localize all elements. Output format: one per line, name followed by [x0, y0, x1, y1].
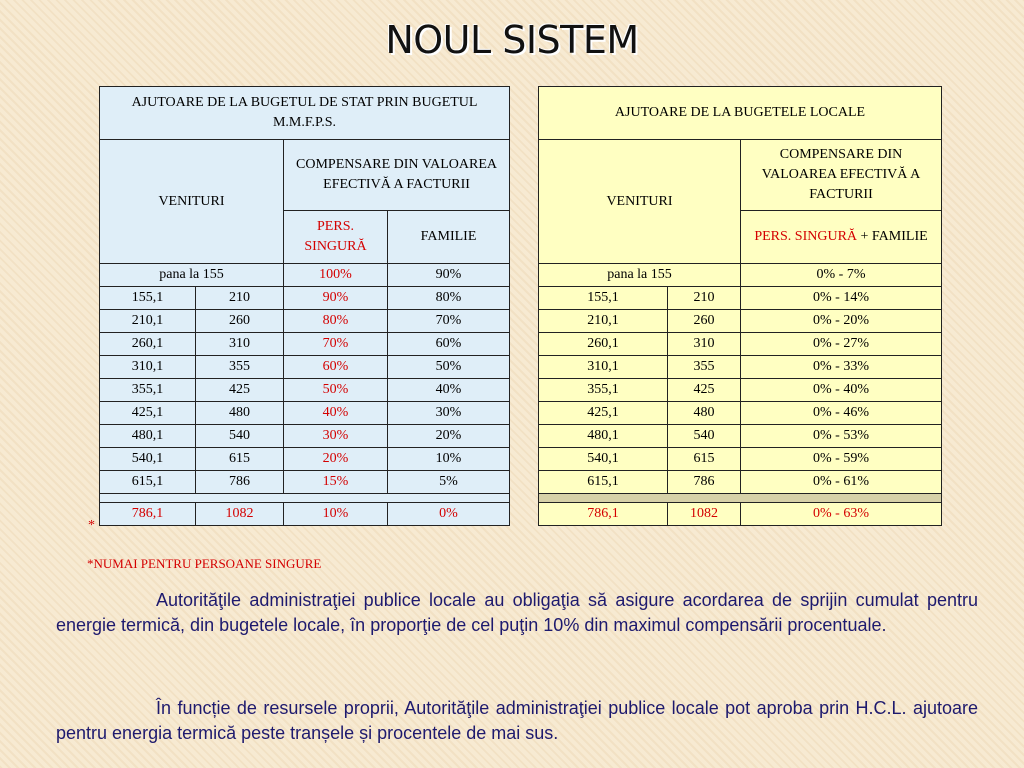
income-to-cell: 786	[668, 471, 741, 494]
income-to-cell: 540	[668, 425, 741, 448]
single-percent-cell: 30%	[284, 425, 388, 448]
table-row	[100, 333, 510, 356]
income-from-cell: 355,1	[539, 379, 668, 402]
table-row	[100, 356, 510, 379]
income-from-cell: 210,1	[100, 310, 196, 333]
income-to-cell: 425	[668, 379, 741, 402]
income-from-cell: 260,1	[100, 333, 196, 356]
income-from-cell: 615,1	[539, 471, 668, 494]
single-person-header: PERS. SINGURĂ	[284, 211, 388, 264]
compensation-cell: 0% - 20%	[741, 310, 942, 333]
income-from-cell: 310,1	[539, 356, 668, 379]
family-percent-cell: 60%	[388, 333, 510, 356]
table-row	[539, 471, 942, 494]
income-from-cell: 540,1	[539, 448, 668, 471]
compensation-cell: 0% - 14%	[741, 287, 942, 310]
single-percent-cell: 70%	[284, 333, 388, 356]
compensation-cell: 0% - 7%	[741, 264, 942, 287]
compensation-cell: 0% - 27%	[741, 333, 942, 356]
income-from-cell: 155,1	[539, 287, 668, 310]
income-to-cell: 355	[668, 356, 741, 379]
income-from-cell: 786,1	[539, 503, 668, 526]
family-percent-cell: 80%	[388, 287, 510, 310]
table-row	[100, 379, 510, 402]
state-budget-table	[99, 86, 510, 526]
income-from-cell: 786,1	[100, 503, 196, 526]
income-to-cell: 260	[196, 310, 284, 333]
income-from-cell: 210,1	[539, 310, 668, 333]
table-row	[100, 471, 510, 494]
table-header: AJUTOARE DE LA BUGETUL DE STAT PRIN BUGETUL M.M.F.P.S.	[100, 87, 510, 140]
income-to-cell: 210	[196, 287, 284, 310]
income-to-cell: 210	[668, 287, 741, 310]
income-range-cell: pana la 155	[100, 264, 284, 287]
compensation-cell: 0% - 63%	[741, 503, 942, 526]
income-to-cell: 425	[196, 379, 284, 402]
income-range-cell: pana la 155	[539, 264, 741, 287]
compensation-cell: 0% - 46%	[741, 402, 942, 425]
table-row	[539, 287, 942, 310]
income-to-cell: 310	[668, 333, 741, 356]
income-from-cell: 260,1	[539, 333, 668, 356]
income-to-cell: 786	[196, 471, 284, 494]
income-to-cell: 310	[196, 333, 284, 356]
table-row	[539, 333, 942, 356]
single-family-header	[741, 211, 942, 264]
local-budget-table	[538, 86, 942, 526]
family-percent-cell: 20%	[388, 425, 510, 448]
income-from-cell: 615,1	[100, 471, 196, 494]
income-to-cell: 615	[196, 448, 284, 471]
income-to-cell: 260	[668, 310, 741, 333]
compensation-header: COMPENSARE DIN VALOAREA EFECTIVĂ A FACTURII	[284, 140, 510, 211]
single-percent-cell: 15%	[284, 471, 388, 494]
single-percent-cell: 80%	[284, 310, 388, 333]
family-percent-cell: 40%	[388, 379, 510, 402]
family-percent-cell: 90%	[388, 264, 510, 287]
table-row	[539, 448, 942, 471]
family-percent-cell: 70%	[388, 310, 510, 333]
compensation-cell: 0% - 53%	[741, 425, 942, 448]
income-from-cell: 425,1	[539, 402, 668, 425]
compensation-cell: 0% - 33%	[741, 356, 942, 379]
income-from-cell: 355,1	[100, 379, 196, 402]
single-percent-cell: 50%	[284, 379, 388, 402]
income-to-cell: 1082	[196, 503, 284, 526]
income-to-cell: 540	[196, 425, 284, 448]
table-row	[100, 448, 510, 471]
paragraph-local-resources: În funcție de resursele proprii, Autorităţile administraţiei publice locale pot aproba prin H.C.L. ajutoare pentru energia termică peste tranșele și procentele de mai sus.	[56, 698, 978, 743]
income-to-cell: 615	[668, 448, 741, 471]
table-row	[100, 425, 510, 448]
family-percent-cell: 10%	[388, 448, 510, 471]
table-row	[539, 310, 942, 333]
family-percent-cell: 50%	[388, 356, 510, 379]
single-percent-cell: 90%	[284, 287, 388, 310]
family-percent-cell: 5%	[388, 471, 510, 494]
family-percent-cell: 0%	[388, 503, 510, 526]
table-row	[539, 379, 942, 402]
compensation-header: COMPENSARE DIN VALOAREA EFECTIVĂ A FACTURII	[741, 140, 942, 211]
table-row	[539, 356, 942, 379]
income-to-cell: 480	[196, 402, 284, 425]
table-row	[539, 402, 942, 425]
income-from-cell: 540,1	[100, 448, 196, 471]
income-from-cell: 155,1	[100, 287, 196, 310]
paragraph-local-obligation: Autorităţile administraţiei publice locale au obligaţia să asigure acordarea de sprijin cumulat pentru energie termică, din bugetele locale, în proporţie de cel puţin 10% din maximul compensării procentuale.	[56, 590, 978, 635]
compensation-cell: 0% - 59%	[741, 448, 942, 471]
footnote: *NUMAI PENTRU PERSOANE SINGURE	[87, 556, 322, 571]
family-percent-cell: 30%	[388, 402, 510, 425]
income-to-cell: 355	[196, 356, 284, 379]
income-from-cell: 480,1	[539, 425, 668, 448]
slide-title: NOUL SISTEM	[385, 18, 639, 62]
compensation-cell: 0% - 40%	[741, 379, 942, 402]
table-row	[100, 402, 510, 425]
income-from-cell: 480,1	[100, 425, 196, 448]
single-percent-cell: 40%	[284, 402, 388, 425]
income-to-cell: 480	[668, 402, 741, 425]
family-header: FAMILIE	[388, 211, 510, 264]
plus-family-label: + FAMILIE	[860, 229, 928, 244]
single-person-label: PERS. SINGURĂ	[754, 229, 858, 244]
table-row	[539, 425, 942, 448]
table-header: AJUTOARE DE LA BUGETELE LOCALE	[539, 87, 942, 140]
income-to-cell: 1082	[668, 503, 741, 526]
single-percent-cell: 100%	[284, 264, 388, 287]
single-percent-cell: 10%	[284, 503, 388, 526]
single-percent-cell: 60%	[284, 356, 388, 379]
spacer-cell	[100, 494, 510, 503]
income-from-cell: 310,1	[100, 356, 196, 379]
asterisk-marker: *	[88, 518, 95, 533]
income-from-cell: 425,1	[100, 402, 196, 425]
table-row	[100, 287, 510, 310]
income-header: VENITURI	[100, 140, 284, 264]
table-row	[100, 310, 510, 333]
single-percent-cell: 20%	[284, 448, 388, 471]
compensation-cell: 0% - 61%	[741, 471, 942, 494]
income-header: VENITURI	[539, 140, 741, 264]
spacer-cell	[539, 494, 942, 503]
